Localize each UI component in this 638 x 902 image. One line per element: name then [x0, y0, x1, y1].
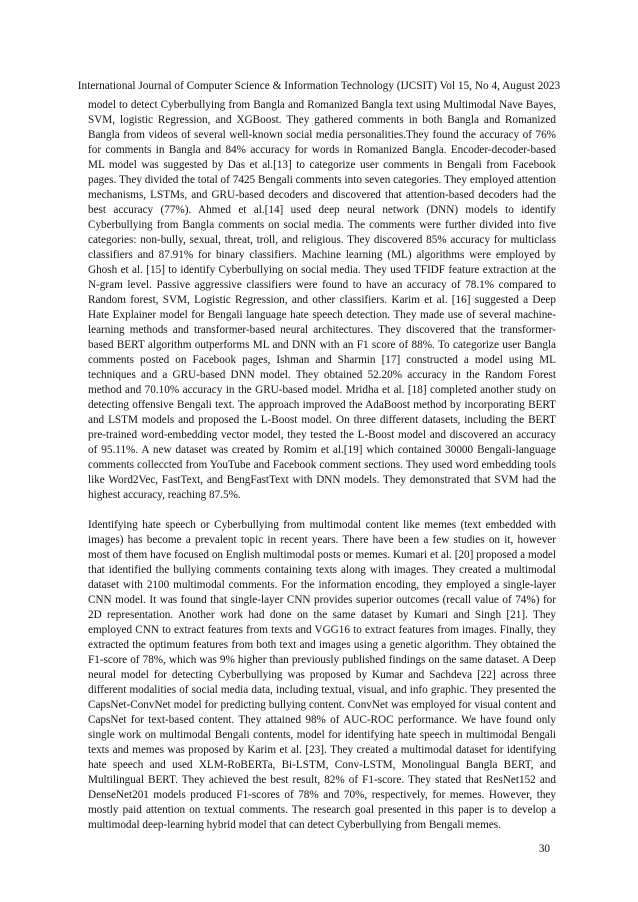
- page-number: 30: [538, 843, 550, 855]
- paragraph-related-work-multimodal: Identifying hate speech or Cyberbullying from multimodal content like memes (text embedded with images) has become a prevalent topic in recent years. There have been a few studies on it, however most of them have focused on English multimodal posts or memes. Kumari et al. [20] proposed a model that identified the bullying comments containing texts along with images. They created a multimodal dataset with 2100 multimodal comments. For the information encoding, they employed a single-layer CNN model. It was found that single-layer CNN provides superior outcomes (recall value of 74%) for 2D representation. Another work had done on the same dataset by Kumari and Singh [21]. They employed CNN to extract features from texts and VGG16 to extract features from images. Finally, they extracted the optimum features from both text and images using a genetic algorithm. They obtained the F1-score of 78%, which was 9% higher than previously published findings on the same dataset. A Deep neural model for detecting Cyberbullying was proposed by Kumar and Sachdeva [22] across three different modalities of social media data, including textual, visual, and info graphic. They presented the CapsNet-ConvNet model for predicting bullying content. ConvNet was employed for visual content and CapsNet for text-based content. They attained 98% of AUC-ROC performance. We have found only single work on multimodal Bengali contents, model for identifying hate speech in multimodal Bengali texts and memes was proposed by Karim et al. [23]. They created a multimodal dataset for identifying hate speech and used XLM-RoBERTa, Bi-LSTM, Conv-LSTM, Monolingual Bangla BERT, and Multilingual BERT. They achieved the best result, 82% of F1-score. They stated that ResNet152 and DenseNet201 models produced F1-scores of 78% and 70%, respectively, for memes. However, they mostly paid attention on textual comments. The research goal presented in this paper is to develop a multimodal deep-learning hybrid model that can detect Cyberbullying from Bengali memes.: [88, 519, 556, 831]
- running-header: International Journal of Computer Science & Information Technology (IJCSIT) Vol 15, No 4, August 2023: [77, 80, 561, 92]
- body-text: [88, 98, 556, 833]
- paragraph-related-work-text: model to detect Cyberbullying from Bangla and Romanized Bangla text using Multimodal Nave Bayes, SVM, logistic Regression, and XGBoost. They gathered comments in both Bangla and Romanized Bangla from videos of several well-known social media personalities.They found the accuracy of 76% for comments in Bangla and 84% accuracy for words in Romanized Bangla. Encoder-decoder-based ML model was suggested by Das et al.[13] to categorize user comments in Bengali from Facebook pages. They divided the total of 7425 Bengali comments into seven categories. They employed attention mechanisms, LSTMs, and GRU-based decoders and discovered that attention-based decoders had the best accuracy (77%). Ahmed et al.[14] used deep neural network (DNN) models to identify Cyberbullying from Bangla comments on social media. The comments were further divided into five categories: non-bully, sexual, threat, troll, and religious. They discovered 85% accuracy for multiclass classifiers and 87.91% for binary classifiers. Machine learning (ML) algorithms were employed by Ghosh et al. [15] to identify Cyberbullying on social media. They used TFIDF feature extraction at the N-gram level. Passive aggressive classifiers were found to have an accuracy of 78.1% compared to Random forest, SVM, Logistic Regression, and other classifiers. Karim et al. [16] suggested a Deep Hate Explainer model for Bengali language hate speech detection. They made use of several machine-learning methods and transformer-based neural architectures. They discovered that the transformer-based BERT algorithm outperforms ML and DNN with an F1 score of 88%. To categorize user Bangla comments posted on Facebook pages, Ishman and Sharmin [17] constructed a model using ML techniques and a GRU-based DNN model. They obtained 52.20% accuracy in the Random Forest method and 70.10% accuracy in the GRU-based model. Mridha et al. [18] completed another study on detecting offensive Bengali text. The approach improved the AdaBoost method by incorporating BERT and LSTM models and proposed the L-Boost model. On three different datasets, including the BERT pre-trained word-embedding vector model, they tested the L-Boost model and discovered an accuracy of 95.11%. A new dataset was created by Romim et al.[19] which contained 30000 Bengali-language comments colleccted from YouTube and Facebook comment sections. They used word embedding tools like Word2Vec, FastText, and BengFastText with DNN models. They demonstrated that SVM had the highest accuracy, reaching 87.5%.: [88, 99, 556, 501]
